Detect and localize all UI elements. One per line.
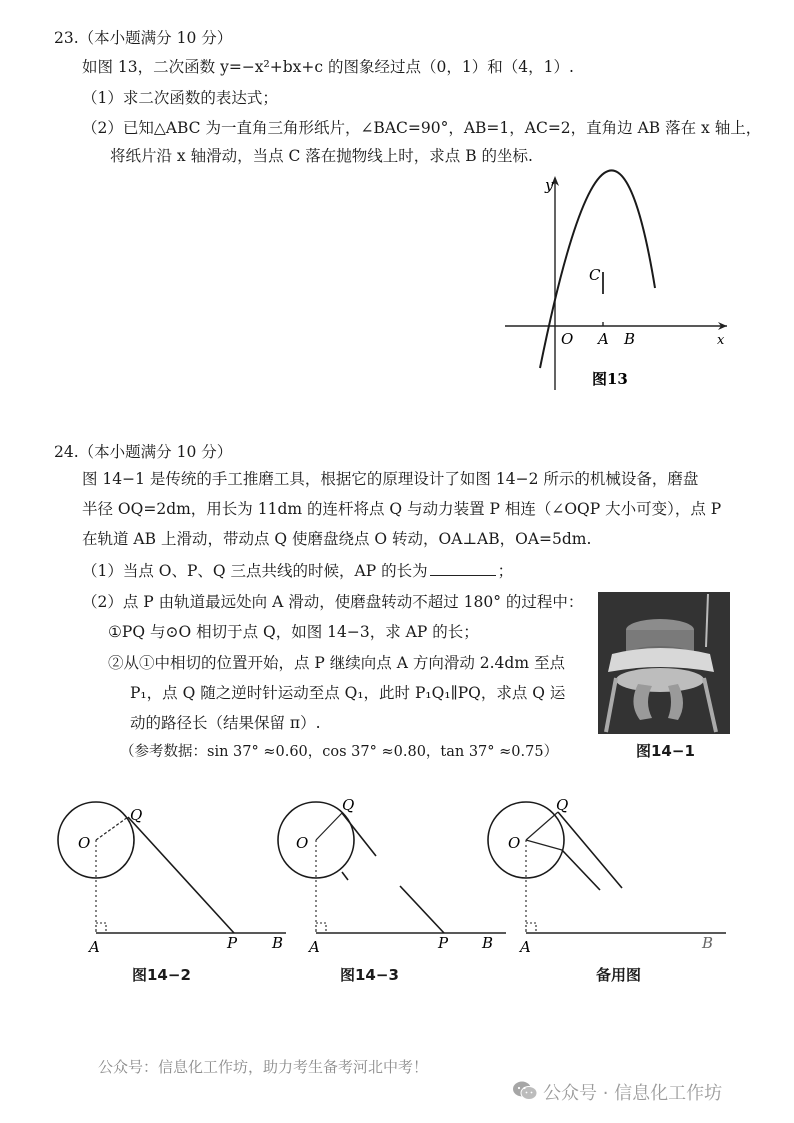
label-p: P	[227, 934, 238, 952]
q24-sub1: ①PQ 与⊙O 相切于点 Q，如图 14−3，求 AP 的长；	[108, 623, 479, 641]
tangent-rod-upper	[342, 813, 376, 856]
radius-oq1	[526, 840, 562, 850]
label-y: y	[545, 176, 554, 194]
rod-qp	[128, 817, 234, 933]
q24-header: 24.（本小题满分 10 分）	[54, 443, 233, 461]
right-angle-mark	[316, 923, 326, 933]
label-x: x	[717, 333, 725, 348]
q24-part1-text: （1）当点 O、P、Q 三点共线的时候，AP 的长为	[82, 562, 428, 580]
grinding-tool-illustration	[598, 592, 730, 734]
label-o: O	[508, 834, 521, 852]
q24-part1	[82, 560, 513, 582]
q23-part2-line1: （2）已知△ABC 为一直角三角形纸片，∠BAC=90°，AB=1，AC=2，直角边 AB 落在 x 轴上，	[82, 119, 762, 137]
label-o: O	[561, 330, 574, 348]
figure-13	[495, 168, 745, 398]
figure-13-caption: 图13	[592, 370, 628, 388]
wechat-logo-icon	[512, 1080, 538, 1102]
spare-figure-caption: 备用图	[596, 966, 642, 984]
radius-oq	[96, 817, 128, 840]
q24-sub2-line3: 动的路径长（结果保留 π）.	[130, 714, 321, 732]
label-p: P	[438, 934, 449, 952]
label-b: B	[482, 934, 494, 952]
label-o: O	[78, 834, 91, 852]
right-angle-mark	[96, 923, 106, 933]
label-q: Q	[556, 796, 569, 814]
figure-14-2-caption: 图14−2	[132, 966, 191, 984]
q23-header: 23.（本小题满分 10 分）	[54, 29, 233, 47]
figure-14-2	[50, 790, 300, 960]
tangent-rod-lower	[400, 886, 444, 933]
label-b: B	[702, 934, 714, 952]
label-a: A	[520, 938, 531, 956]
label-b: B	[624, 330, 636, 348]
label-a: A	[598, 330, 609, 348]
footer-note: 公众号：信息化工作坊，助力考生备考河北中考！	[98, 1058, 429, 1076]
q24-intro-line3: 在轨道 AB 上滑动，带动点 Q 使磨盘绕点 O 转动，OA⊥AB，OA=5dm.	[82, 530, 592, 548]
q24-part1-end: ；	[497, 562, 514, 580]
right-angle-mark	[526, 923, 536, 933]
q24-sub2-line1: ②从①中相切的位置开始，点 P 继续向点 A 方向滑动 2.4dm 至点	[108, 654, 565, 672]
q23-part1: （1）求二次函数的表达式；	[82, 89, 278, 107]
spare-figure	[476, 790, 746, 960]
label-a: A	[309, 938, 320, 956]
radius-oq	[316, 813, 342, 840]
watermark-text: 公众号 · 信息化工作坊	[543, 1083, 723, 1104]
q23-part2-line2: 将纸片沿 x 轴滑动，当点 C 落在抛物线上时，求点 B 的坐标.	[110, 147, 533, 165]
label-q: Q	[130, 806, 143, 824]
q24-reference-data: （参考数据：sin 37° ≈0.60，cos 37° ≈0.80，tan 37° ≈0.75）	[120, 744, 559, 760]
label-o: O	[296, 834, 309, 852]
label-a: A	[89, 938, 100, 956]
label-b: B	[272, 934, 284, 952]
q24-intro-line1: 图 14−1 是传统的手工推磨工具，根据它的原理设计了如图 14−2 所示的机械设备，磨盘	[82, 470, 699, 488]
answer-blank	[430, 561, 496, 576]
q24-intro-line2: 半径 OQ=2dm，用长为 11dm 的连杆将点 Q 与动力装置 P 相连（∠OQP 大小可变），点 P	[82, 500, 722, 518]
figure-14-3-caption: 图14−3	[340, 966, 399, 984]
radius-oq	[526, 812, 558, 840]
q24-sub2-line2: P₁，点 Q 随之逆时针运动至点 Q₁，此时 P₁Q₁∥PQ，求点 Q 运	[130, 684, 566, 702]
figure-14-1-caption: 图14−1	[636, 742, 695, 760]
q24-part2: （2）点 P 由轨道最远处向 A 滑动，使磨盘转动不超过 180° 的过程中：	[82, 593, 584, 611]
grinding-tool-photo	[598, 592, 730, 734]
rod-position-1	[558, 812, 622, 888]
label-c: C	[589, 266, 601, 284]
rod-fragment	[342, 872, 348, 880]
label-q: Q	[342, 796, 355, 814]
q23-stem: 如图 13，二次函数 y=−x²+bx+c 的图象经过点（0，1）和（4，1）.	[82, 58, 574, 76]
